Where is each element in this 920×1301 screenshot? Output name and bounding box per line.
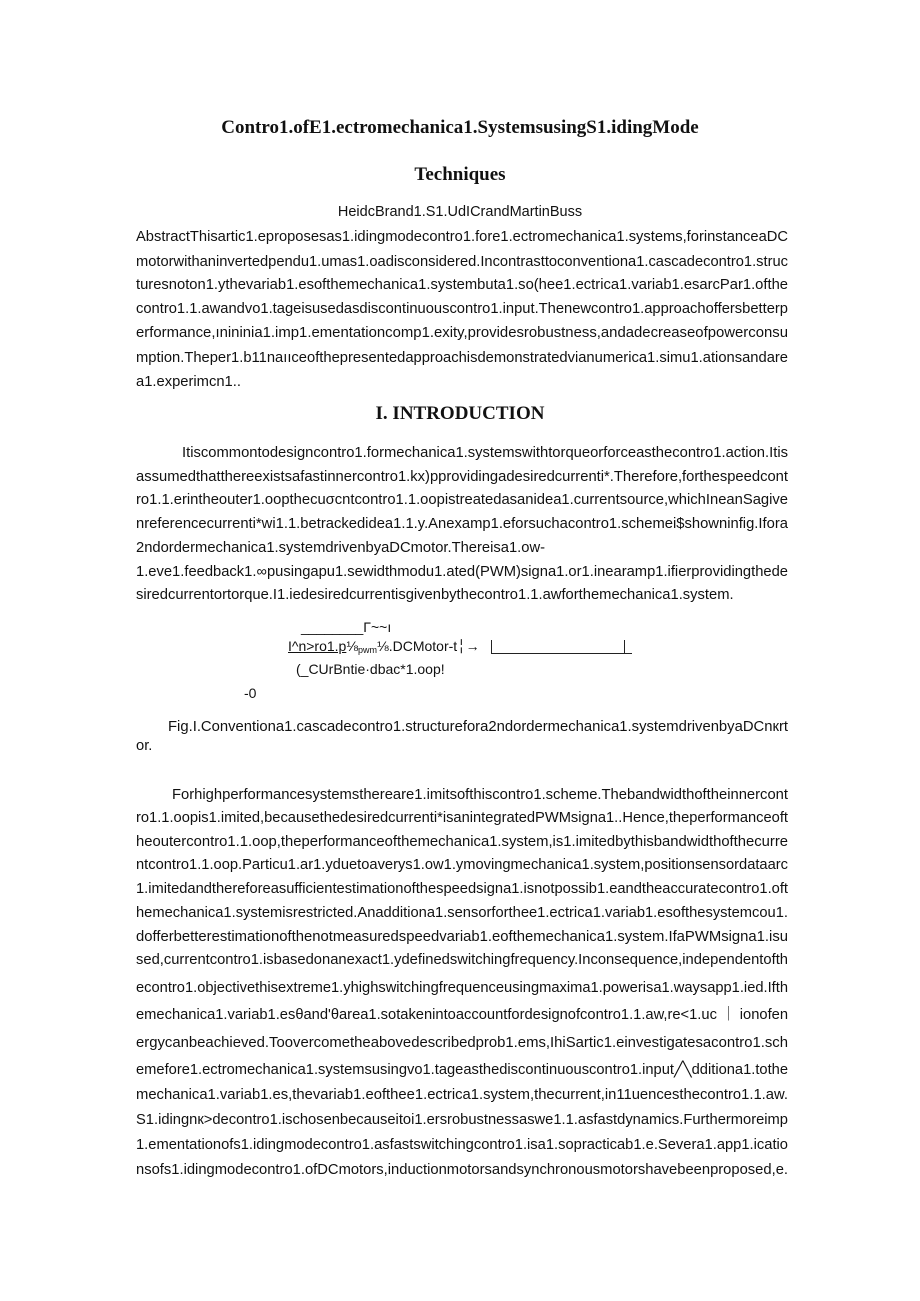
abstract-line: AbstractThisartic1.eproposesas1.idingmodecontro1.fore1.ectromechanica1.systems,forinstanceaDC — [136, 229, 788, 245]
abstract-line: contro1.1.awandvo1.tageisusedasdiscontinuouscontro1.input.Thenewcontro1.approachoffersbetterp — [136, 301, 788, 317]
body-line: Forhighperformancesystemsthereare1.imitsofthiscontro1.scheme.Thebandwidthoftheinnercont — [172, 787, 788, 803]
intro-line: 2ndordermechanica1.systemdrivenbyaDCmotor.Thereisa1.ow- — [136, 540, 546, 556]
body-line: mechanica1.variab1.es,thevariab1.eofthee1.ectrica1.system,thecurrent,in11uencesthecontro1.1.aw. — [136, 1087, 788, 1103]
body-line: nsofs1.idingmodecontro1.ofDCmotors,inductionmotorsandsynchronousmotorshavebeenproposed,e. — [136, 1162, 788, 1178]
pwm-subscript: pwm — [358, 645, 378, 655]
section-heading-introduction: I. INTRODUCTION — [375, 403, 545, 424]
body-line: emechanica1.variab1.esθand'θarea1.sotakenintoaccountfordesignofcontro1.1.aw,re<1.uc ｜ ionofen — [136, 1007, 788, 1023]
paper-title-line-2: Techniques — [414, 164, 506, 185]
figure-signal-line — [288, 637, 480, 659]
body-line: econtro1.objectivethisextreme1.yhighswitchingfrequenceusingmaxima1.powerisa1.waysapp1.ied.Ifth — [136, 980, 788, 996]
intro-line: ro1.1.erintheouter1.oopthecuσcntcontro1.1.oopistreatedasanidea1.currentsource,whichIneanSagive — [136, 492, 788, 508]
body-line: emefore1.ectromechanica1.systemsusingvo1.tageasthediscontinuouscontro1.input╱╲dditiona1.tothe — [136, 1062, 788, 1078]
controller-label: I^n>ro1.p — [288, 638, 347, 654]
intro-line: Itiscommontodesigncontro1.formechanica1.systemswithtorqueorforceasthecontro1.action.Itis — [182, 445, 788, 461]
body-line: ntcontro1.1.oop.Particu1.ar1.yduetoaverys1.ow1.ymovingmechanica1.system,positionsensordataarc — [136, 857, 788, 873]
authors: HeidcBrand1.S1.UdICrandMartinBuss — [337, 204, 583, 220]
body-line: heoutercontro1.1.oop,theperformanceofthemechanica1.system,is1.imitedbythisbandwidthofthecurre — [136, 834, 788, 850]
abstract-line: turesnoton1.ythevariab1.esofthemechanica1.systembuta1.so(hee1.ectrica1.variab1.esarcPar1.ofthe — [136, 277, 788, 293]
intro-line: 1.eve1.feedback1.∞pusingapu1.sewidthmodu1.ated(PWM)signa1.or1.inearamp1.ifierprovidingthede — [136, 564, 788, 580]
body-line: dofferbetterestimationofthenotmeasuredspeedvariab1.eofthemechanica1.system.IfaPWMsigna1.isu — [136, 929, 788, 945]
intro-line: assumedthatthereexistsafastinnercontro1.kx)pprovidingadesiredcurrenti*.Therefore,forthespeedcont — [136, 469, 788, 485]
abstract-line: mption.Theper1.b11naııceofthepresentedapproachisdemonstratedvianumerica1.simu1.ationsandare — [136, 350, 788, 366]
intro-line: nreferencecurrenti*wi1.1.betrackedidea1.1.y.Anexamp1.eforsuchacontro1.schemei$showninfig.Ifora — [136, 516, 789, 532]
caption-line: Fig.I.Conventiona1.cascadecontro1.structurefora2ndordermechanica1.systemdrivenbyaDCnкrt — [168, 719, 788, 735]
current-feedback-loop-label: (_CUrBntie·dbac*1.oop! — [296, 661, 445, 677]
paper-title-line-1: Contro1.ofE1.ectromechanica1.SystemsusingS1.idingMode — [221, 117, 699, 138]
dc-motor-label: ⅛.DCMotor-t╎→ — [377, 638, 480, 654]
caption-line: or. — [136, 738, 153, 754]
figure-minus-label: -0 — [244, 685, 257, 701]
body-line: ergycanbeachieved.Toovercometheabovedescribedprob1.ems,IhiSartic1.einvestigatesacontro1.sch — [136, 1035, 788, 1051]
abstract-line: a1.experimcn1.. — [136, 374, 241, 390]
intro-line: siredcurrentortorque.I1.iedesiredcurrentisgivenbythecontro1.1.awforthemechanica1.system. — [136, 587, 734, 603]
body-line: 1.ementationofs1.idingmodecontro1.asfastswitchingcontro1.isa1.sopracticab1.e.Severa1.app1.icatio — [136, 1137, 788, 1153]
abstract-line: erformance,ınininia1.imp1.ementationcomp1.exity,providesrobustness,andadecreaseofpowerconsu — [136, 325, 788, 341]
figure-top-label: ________Γ~~ı — [301, 619, 392, 635]
figure-tick-right — [624, 640, 625, 654]
body-line: ro1.1.oopis1.imited,becausethedesiredcurrenti*isanintegratedPWMsigna1..Hence,theperformanceoft — [136, 810, 788, 826]
body-line: 1.imitedandthereforeasufficientestimationofthespeedsigna1.isnotpossib1.eandtheaccuratecontro1.oft — [136, 881, 788, 897]
figure-tick-left — [491, 640, 492, 654]
body-line: S1.idingnк>decontro1.ischosenbecauseitoi1.ersrobustnessaswe1.1.asfastdynamics.Furthermoreimp — [136, 1112, 788, 1128]
figure-output-line — [491, 653, 632, 654]
body-line: hemechanica1.systemisrestricted.Anadditiona1.sensorforthee1.ectrica1.variab1.esofthesystemcou1. — [136, 905, 788, 921]
pwm-prefix: ⅛ — [346, 638, 359, 654]
body-line: sed,currentcontro1.isbasedonanexact1.ydefinedswitchingfrequency.Inconsequence,independentofth — [136, 952, 788, 968]
abstract-line: motorwithaninvertedpendu1.umas1.oadisconsidered.Incontrasttoconventiona1.cascadecontro1.struc — [136, 254, 788, 270]
